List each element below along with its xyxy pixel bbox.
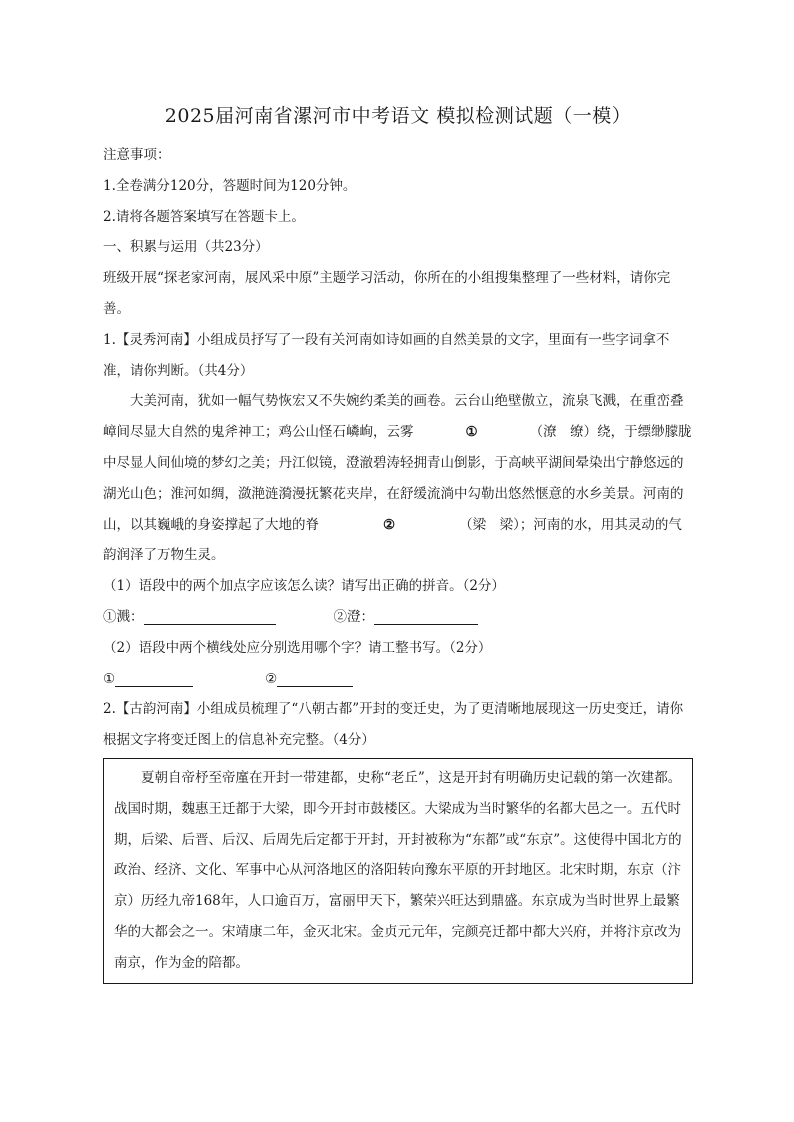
sub-question-2: （2）语段中两个横线处应分别选用哪个字？请工整书写。（2分） <box>103 639 492 656</box>
question-2-stem: 2.【古韵河南】小组成员梳理了“八朝古都”开封的变迁史，为了更清晰地展现这一历史变迁，请你根据文字将变迁图上的信息补充完整。（4分） <box>103 701 684 749</box>
answer-label-cheng: ②澄： <box>333 608 374 625</box>
sub-question-1: （1）语段中的两个加点字应该怎么读？请写出正确的拼音。（2分） <box>103 578 505 595</box>
answer-line-jian[interactable] <box>144 606 276 625</box>
sub-question-2-answers <box>103 664 693 695</box>
exam-page <box>103 96 693 984</box>
answer-label-2: ② <box>265 670 278 687</box>
choice-1: （潦 缭） <box>529 424 598 441</box>
exam-title: 2025届河南省漯河市中考语文 模拟检测试题（一模） <box>164 105 632 127</box>
answer-line-2[interactable] <box>277 668 353 687</box>
answer-label-1: ① <box>103 670 116 687</box>
history-text-box <box>103 758 693 984</box>
question-1-passage <box>103 386 693 571</box>
notice-item-2: 2.请将各题答案填写在答题卡上。 <box>103 208 305 225</box>
answer-label-jian: ①溅： <box>103 608 144 625</box>
passage-part-a: 大美河南，犹如一幅气势恢宏又不失婉约柔美的画卷。云台山绝壁傲立，流泉飞溅，在重峦叠嶂间尽显大自然的鬼斧神工；鸡公山怪石嶙峋，云雾 <box>103 393 684 441</box>
blank-marker-2: ② <box>383 516 396 533</box>
notice-item-1: 1.全卷满分120分，答题时间为120分钟。 <box>103 177 357 194</box>
notice-heading: 注意事项： <box>103 147 171 163</box>
answer-line-1[interactable] <box>115 668 193 687</box>
question-1-stem: 1.【灵秀河南】小组成员抒写了一段有关河南如诗如画的自然美景的文字，里面有一些字词拿不准，请你判断。（共4分） <box>103 331 670 379</box>
choice-2: （梁 梁） <box>459 516 520 533</box>
passage-part-b: 绕，于缥缈朦胧中尽显人间仙境的梦幻之美；丹江似镜，澄澈碧涛轻拥青山倒影，于高峡平湖间晕染出宁静悠远的湖光山色；淮河如绸，潋滟涟漪漫抚繁花夹岸，在舒缓流淌中勾勒出悠然惬意的水乡美景。河南的山，以其巍峨的身姿撑起了大地的脊 <box>103 424 692 533</box>
history-passage: 夏朝自帝杼至帝廑在开封一带建都，史称“老丘”，这是开封有明确历史记载的第一次建都。战国时期，魏惠王迁都于大梁，即今开封市鼓楼区。大梁成为当时繁华的名都大邑之一。五代时期，后梁、后晋、后汉、后周先后定都于开封，开封被称为“东都”或“东京”。这使得中国北方的政治、经济、文化、军事中心从河洛地区的洛阳转向豫东平原的开封地区。北宋时期，东京（汴京）历经九帝168年，人口逾百万，富丽甲天下，繁荣兴旺达到鼎盛。东京成为当时世界上最繁华的大都会之一。宋靖康二年，金灭北宋。金贞元元年，完颜亮迁都中都大兴府，并将汴京改为南京，作为金的陪都。 <box>114 769 682 971</box>
sub-question-1-answers <box>103 602 693 633</box>
blank-marker-1: ① <box>465 424 478 441</box>
section-intro: 班级开展“探老家河南，展风采中原”主题学习活动，你所在的小组搜集整理了一些材料，请你完善。 <box>103 270 671 317</box>
passage-part-c: ；河南的水，用其灵动的气韵润泽了万物生灵。 <box>103 516 682 564</box>
answer-line-cheng[interactable] <box>374 606 478 625</box>
section-heading: 一、积累与运用（共23分） <box>103 239 269 256</box>
